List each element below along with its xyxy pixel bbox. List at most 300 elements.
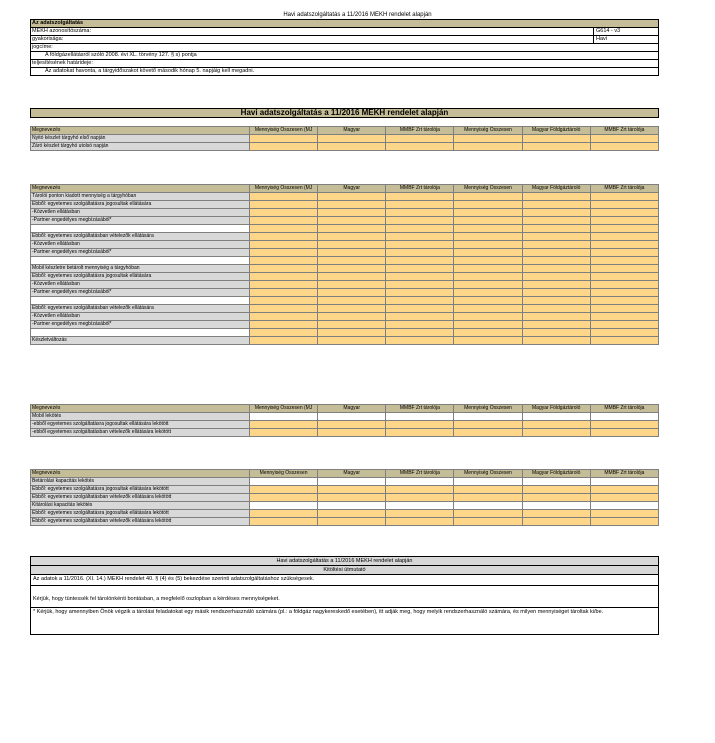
input-cell[interactable] bbox=[318, 337, 386, 345]
table-row bbox=[31, 329, 659, 337]
input-cell[interactable] bbox=[454, 413, 522, 421]
input-cell[interactable] bbox=[386, 265, 454, 273]
input-cell[interactable] bbox=[250, 421, 318, 429]
input-cell[interactable] bbox=[522, 249, 590, 257]
input-cell[interactable] bbox=[386, 225, 454, 233]
input-cell[interactable] bbox=[386, 329, 454, 337]
input-cell[interactable] bbox=[386, 249, 454, 257]
row-label bbox=[31, 257, 250, 265]
table-row bbox=[31, 265, 659, 273]
input-cell[interactable] bbox=[522, 305, 590, 313]
input-cell[interactable] bbox=[522, 143, 590, 151]
input-cell[interactable] bbox=[318, 321, 386, 329]
input-cell[interactable] bbox=[250, 249, 318, 257]
input-cell[interactable] bbox=[386, 486, 454, 494]
input-cell[interactable] bbox=[386, 321, 454, 329]
input-cell[interactable] bbox=[590, 289, 658, 297]
input-cell[interactable] bbox=[318, 241, 386, 249]
instructions-paragraph-3: * Kérjük, hogy amennyiben Önök végzik a tárolási feladatokat egy másik rendszerhasználó számára (pl.: a földgáz nagykereskedő esetében), itt adják meg, hogy melyik rendszerhasználó számára, és milyen mennyiséget tároltak ki/be. bbox=[33, 609, 604, 615]
input-cell[interactable] bbox=[590, 305, 658, 313]
input-cell[interactable] bbox=[590, 249, 658, 257]
table-row bbox=[31, 421, 659, 429]
input-cell[interactable] bbox=[454, 494, 522, 502]
input-cell[interactable] bbox=[522, 201, 590, 209]
input-cell[interactable] bbox=[318, 421, 386, 429]
input-cell[interactable] bbox=[454, 337, 522, 345]
info-header-label: Az adatszolgáltatás bbox=[32, 20, 84, 26]
column-header: Magyar Földgáztároló bbox=[522, 127, 590, 135]
input-cell[interactable] bbox=[250, 289, 318, 297]
row-label: Ebből: egyetemes szolgáltatásban vételezők ellátására bbox=[31, 233, 250, 241]
column-header: MMBF Zrt tárolója bbox=[590, 470, 658, 478]
input-cell[interactable] bbox=[386, 143, 454, 151]
table-row bbox=[31, 289, 659, 297]
instructions-subtitle: Kitöltési útmutató bbox=[31, 566, 658, 575]
info-row-label: jogcíme: bbox=[32, 44, 53, 50]
input-cell[interactable] bbox=[318, 478, 386, 486]
table-row bbox=[31, 241, 659, 249]
input-cell[interactable] bbox=[454, 421, 522, 429]
row-label: Ebből: egyetemes szolgáltatásra jogosultak ellátására lekötött bbox=[31, 510, 250, 518]
input-cell[interactable] bbox=[250, 209, 318, 217]
input-cell[interactable] bbox=[522, 297, 590, 305]
input-cell[interactable] bbox=[386, 297, 454, 305]
input-cell[interactable] bbox=[454, 502, 522, 510]
input-cell[interactable] bbox=[386, 518, 454, 526]
input-cell[interactable] bbox=[386, 217, 454, 225]
input-cell[interactable] bbox=[318, 329, 386, 337]
column-header: Mennyiség Összesen bbox=[454, 185, 522, 193]
input-cell[interactable] bbox=[454, 257, 522, 265]
column-header: MMBF Zrt tárolója bbox=[590, 185, 658, 193]
column-header-label: Megnevezés bbox=[31, 470, 250, 478]
input-cell[interactable] bbox=[318, 193, 386, 201]
table-row bbox=[31, 209, 659, 217]
table-row bbox=[31, 305, 659, 313]
column-header-label: Megnevezés bbox=[31, 185, 250, 193]
input-cell[interactable] bbox=[454, 305, 522, 313]
input-cell[interactable] bbox=[454, 510, 522, 518]
row-label: -Közvetlen ellátásban bbox=[31, 209, 250, 217]
table-row bbox=[31, 337, 659, 345]
input-cell[interactable] bbox=[386, 510, 454, 518]
input-cell[interactable] bbox=[250, 502, 318, 510]
table-header-row bbox=[31, 127, 659, 135]
input-cell[interactable] bbox=[318, 510, 386, 518]
row-label: -Partner engedélyes megbízásából* bbox=[31, 289, 250, 297]
input-cell[interactable] bbox=[454, 273, 522, 281]
input-cell[interactable] bbox=[590, 241, 658, 249]
column-header: MMBF Zrt tárolója bbox=[590, 127, 658, 135]
table-row bbox=[31, 281, 659, 289]
input-cell[interactable] bbox=[522, 289, 590, 297]
input-cell[interactable] bbox=[522, 273, 590, 281]
input-cell[interactable] bbox=[386, 494, 454, 502]
input-cell[interactable] bbox=[318, 518, 386, 526]
input-cell[interactable] bbox=[250, 510, 318, 518]
input-cell[interactable] bbox=[590, 478, 658, 486]
input-cell[interactable] bbox=[454, 281, 522, 289]
input-cell[interactable] bbox=[250, 337, 318, 345]
table-row bbox=[31, 225, 659, 233]
info-block bbox=[30, 19, 659, 76]
input-cell[interactable] bbox=[590, 281, 658, 289]
input-cell[interactable] bbox=[454, 478, 522, 486]
column-header: Magyar bbox=[318, 127, 386, 135]
info-row-value: Havi bbox=[593, 36, 658, 43]
input-cell[interactable] bbox=[522, 518, 590, 526]
info-row-value: G614 - v3 bbox=[593, 28, 658, 35]
sheet-title: Havi adatszolgáltatás a 11/2016 MEKH rendelet alapján bbox=[283, 12, 432, 18]
input-cell[interactable] bbox=[590, 494, 658, 502]
input-cell[interactable] bbox=[590, 313, 658, 321]
input-cell[interactable] bbox=[590, 329, 658, 337]
input-cell[interactable] bbox=[522, 413, 590, 421]
input-cell[interactable] bbox=[250, 429, 318, 437]
input-cell[interactable] bbox=[250, 486, 318, 494]
input-cell[interactable] bbox=[522, 321, 590, 329]
input-cell[interactable] bbox=[386, 241, 454, 249]
input-cell[interactable] bbox=[318, 289, 386, 297]
input-cell[interactable] bbox=[590, 413, 658, 421]
input-cell[interactable] bbox=[386, 305, 454, 313]
instructions-block bbox=[30, 556, 659, 635]
input-cell[interactable] bbox=[386, 502, 454, 510]
input-cell[interactable] bbox=[454, 201, 522, 209]
input-cell[interactable] bbox=[522, 478, 590, 486]
input-cell[interactable] bbox=[318, 413, 386, 421]
input-cell[interactable] bbox=[454, 249, 522, 257]
input-cell[interactable] bbox=[318, 143, 386, 151]
input-cell[interactable] bbox=[250, 413, 318, 421]
row-label: Ebből: egyetemes szolgáltatásra jogosultak ellátására bbox=[31, 201, 250, 209]
input-cell[interactable] bbox=[454, 297, 522, 305]
input-cell[interactable] bbox=[522, 281, 590, 289]
row-label: Ebből: egyetemes szolgáltatásra jogosultak ellátására lekötött bbox=[31, 486, 250, 494]
input-cell[interactable] bbox=[250, 313, 318, 321]
input-cell[interactable] bbox=[590, 337, 658, 345]
row-label bbox=[31, 329, 250, 337]
input-cell[interactable] bbox=[250, 305, 318, 313]
input-cell[interactable] bbox=[590, 297, 658, 305]
input-cell[interactable] bbox=[386, 233, 454, 241]
info-header bbox=[31, 20, 658, 28]
input-cell[interactable] bbox=[590, 201, 658, 209]
input-cell[interactable] bbox=[250, 478, 318, 486]
input-cell[interactable] bbox=[318, 305, 386, 313]
info-row bbox=[31, 68, 658, 75]
table-row bbox=[31, 135, 659, 143]
table-row bbox=[31, 502, 659, 510]
row-label: -Közvetlen ellátásban bbox=[31, 241, 250, 249]
input-cell[interactable] bbox=[454, 209, 522, 217]
input-cell[interactable] bbox=[454, 233, 522, 241]
input-cell[interactable] bbox=[522, 502, 590, 510]
input-cell[interactable] bbox=[522, 217, 590, 225]
input-cell[interactable] bbox=[522, 486, 590, 494]
input-cell[interactable] bbox=[250, 265, 318, 273]
withdrawal-injection-table bbox=[30, 184, 659, 345]
table-row bbox=[31, 217, 659, 225]
table-row bbox=[31, 478, 659, 486]
column-header: Magyar bbox=[318, 185, 386, 193]
input-cell[interactable] bbox=[250, 241, 318, 249]
input-cell[interactable] bbox=[590, 135, 658, 143]
column-header: MMBF Zrt tárolója bbox=[590, 405, 658, 413]
input-cell[interactable] bbox=[590, 225, 658, 233]
column-header: Mennyiség Összesen bbox=[454, 405, 522, 413]
input-cell[interactable] bbox=[250, 257, 318, 265]
input-cell[interactable] bbox=[590, 209, 658, 217]
input-cell[interactable] bbox=[318, 217, 386, 225]
input-cell[interactable] bbox=[250, 518, 318, 526]
table-row bbox=[31, 143, 659, 151]
input-cell[interactable] bbox=[318, 313, 386, 321]
input-cell[interactable] bbox=[590, 510, 658, 518]
input-cell[interactable] bbox=[386, 313, 454, 321]
table-row bbox=[31, 233, 659, 241]
input-cell[interactable] bbox=[250, 217, 318, 225]
input-cell[interactable] bbox=[590, 257, 658, 265]
table-row bbox=[31, 273, 659, 281]
input-cell[interactable] bbox=[454, 313, 522, 321]
input-cell[interactable] bbox=[522, 313, 590, 321]
instructions-paragraph-2: Kérjük, hogy tüntessék fel tárolónkénti bontásban, a megfelelő oszlopban a kérdéses mennyiségeket. bbox=[31, 586, 658, 608]
input-cell[interactable] bbox=[590, 518, 658, 526]
row-label bbox=[31, 225, 250, 233]
input-cell[interactable] bbox=[250, 143, 318, 151]
input-cell[interactable] bbox=[590, 273, 658, 281]
input-cell[interactable] bbox=[250, 321, 318, 329]
info-row-label: gyakorisága: bbox=[32, 36, 64, 42]
input-cell[interactable] bbox=[386, 135, 454, 143]
input-cell[interactable] bbox=[522, 510, 590, 518]
table-row bbox=[31, 510, 659, 518]
row-label: -Partner engedélyes megbízásából* bbox=[31, 249, 250, 257]
row-label: -ebből egyetemes szolgáltatásban vételezők ellátására lekötött bbox=[31, 429, 250, 437]
input-cell[interactable] bbox=[318, 249, 386, 257]
input-cell[interactable] bbox=[454, 265, 522, 273]
input-cell[interactable] bbox=[522, 135, 590, 143]
info-row-label: teljesítésének határideje: bbox=[32, 60, 93, 66]
row-label: Ebből: egyetemes szolgáltatásra jogosultak ellátására bbox=[31, 273, 250, 281]
input-cell[interactable] bbox=[318, 135, 386, 143]
info-row bbox=[31, 28, 658, 36]
capacity-booking-table bbox=[30, 469, 659, 526]
table-header-row bbox=[31, 405, 659, 413]
column-header: Magyar Földgáztároló bbox=[522, 470, 590, 478]
input-cell[interactable] bbox=[522, 209, 590, 217]
input-cell[interactable] bbox=[250, 201, 318, 209]
table-row bbox=[31, 257, 659, 265]
input-cell[interactable] bbox=[522, 421, 590, 429]
column-header: Magyar Földgáztároló bbox=[522, 185, 590, 193]
column-header-label: Megnevezés bbox=[31, 405, 250, 413]
row-label: -Partner engedélyes megbízásából* bbox=[31, 321, 250, 329]
table-header-row bbox=[31, 470, 659, 478]
column-header: Mennyiség Összesen (MJ bbox=[250, 185, 318, 193]
input-cell[interactable] bbox=[386, 429, 454, 437]
table-row bbox=[31, 494, 659, 502]
row-label: Záró készlet tárgyhó utolsó napján bbox=[31, 143, 250, 151]
input-cell[interactable] bbox=[250, 297, 318, 305]
input-cell[interactable] bbox=[590, 143, 658, 151]
input-cell[interactable] bbox=[386, 281, 454, 289]
input-cell[interactable] bbox=[522, 429, 590, 437]
column-header-label: Megnevezés bbox=[31, 127, 250, 135]
input-cell[interactable] bbox=[590, 429, 658, 437]
info-row bbox=[31, 36, 658, 44]
input-cell[interactable] bbox=[590, 486, 658, 494]
input-cell[interactable] bbox=[318, 209, 386, 217]
input-cell[interactable] bbox=[590, 193, 658, 201]
table-row bbox=[31, 249, 659, 257]
input-cell[interactable] bbox=[590, 265, 658, 273]
table-row bbox=[31, 413, 659, 421]
info-row bbox=[31, 44, 658, 52]
row-label bbox=[31, 297, 250, 305]
input-cell[interactable] bbox=[318, 257, 386, 265]
column-header: Magyar bbox=[318, 405, 386, 413]
input-cell[interactable] bbox=[522, 225, 590, 233]
input-cell[interactable] bbox=[454, 193, 522, 201]
row-label: Ebből: egyetemes szolgáltatásban vételezők ellátására lekötött bbox=[31, 494, 250, 502]
input-cell[interactable] bbox=[386, 201, 454, 209]
input-cell[interactable] bbox=[454, 217, 522, 225]
input-cell[interactable] bbox=[522, 265, 590, 273]
column-header: MMBF Zrt tárolója bbox=[386, 185, 454, 193]
row-label: -Partner engedélyes megbízásából* bbox=[31, 217, 250, 225]
row-label: Készletváltozás bbox=[31, 337, 250, 345]
input-cell[interactable] bbox=[590, 321, 658, 329]
input-cell[interactable] bbox=[318, 429, 386, 437]
input-cell[interactable] bbox=[386, 337, 454, 345]
input-cell[interactable] bbox=[250, 494, 318, 502]
info-row bbox=[31, 52, 658, 60]
info-row-label: Az adatokat havonta, a tárgyidőszakot követő második hónap 5. napjáig kell megadni. bbox=[45, 68, 255, 74]
mobile-booking-table bbox=[30, 404, 659, 437]
input-cell[interactable] bbox=[250, 233, 318, 241]
input-cell[interactable] bbox=[386, 289, 454, 297]
instructions-paragraph-1: Az adatok a 11/2016. (XI. 14.) MEKH rendelet 40. § (4) és (5) bekezdése szerinti adatszolgáltatáshoz szükségesek. bbox=[31, 575, 658, 586]
info-row bbox=[31, 60, 658, 68]
row-label: Mobil lekötés bbox=[31, 413, 250, 421]
input-cell[interactable] bbox=[522, 233, 590, 241]
column-header: MMBF Zrt tárolója bbox=[386, 470, 454, 478]
column-header: MMBF Zrt tárolója bbox=[386, 127, 454, 135]
input-cell[interactable] bbox=[590, 233, 658, 241]
opening-closing-stock-table bbox=[30, 126, 659, 151]
row-label: Ebből: egyetemes szolgáltatásban vételezők ellátására lekötött bbox=[31, 518, 250, 526]
input-cell[interactable] bbox=[250, 135, 318, 143]
input-cell[interactable] bbox=[318, 233, 386, 241]
input-cell[interactable] bbox=[250, 329, 318, 337]
table-row bbox=[31, 486, 659, 494]
column-header: Mennyiség Összesen bbox=[250, 470, 318, 478]
row-label: Mobil készletre betárolt mennyiség a tárgyhóban bbox=[31, 265, 250, 273]
input-cell[interactable] bbox=[386, 257, 454, 265]
input-cell[interactable] bbox=[454, 135, 522, 143]
input-cell[interactable] bbox=[454, 486, 522, 494]
input-cell[interactable] bbox=[386, 193, 454, 201]
input-cell[interactable] bbox=[250, 273, 318, 281]
input-cell[interactable] bbox=[454, 429, 522, 437]
table-row bbox=[31, 297, 659, 305]
input-cell[interactable] bbox=[250, 225, 318, 233]
table-row bbox=[31, 201, 659, 209]
info-row-label: A földgázellátásról szóló 2008. évi XL. törvény 127. § s) pontja bbox=[45, 52, 197, 58]
input-cell[interactable] bbox=[318, 281, 386, 289]
row-label: Nyitó készlet tárgyhó első napján bbox=[31, 135, 250, 143]
column-header: Mennyiség Összesen bbox=[454, 127, 522, 135]
table-row bbox=[31, 193, 659, 201]
input-cell[interactable] bbox=[318, 201, 386, 209]
input-cell[interactable] bbox=[318, 297, 386, 305]
column-header: MMBF Zrt tárolója bbox=[386, 405, 454, 413]
column-header: Magyar Földgáztároló bbox=[522, 405, 590, 413]
input-cell[interactable] bbox=[386, 209, 454, 217]
input-cell[interactable] bbox=[386, 273, 454, 281]
input-cell[interactable] bbox=[318, 273, 386, 281]
input-cell[interactable] bbox=[318, 486, 386, 494]
table-row bbox=[31, 313, 659, 321]
row-label: -ebből egyetemes szolgáltatásra jogosultak ellátására lekötött bbox=[31, 421, 250, 429]
column-header: Mennyiség Összesen bbox=[454, 470, 522, 478]
input-cell[interactable] bbox=[590, 421, 658, 429]
input-cell[interactable] bbox=[522, 337, 590, 345]
input-cell[interactable] bbox=[454, 225, 522, 233]
input-cell[interactable] bbox=[590, 217, 658, 225]
row-label: -Közvetlen ellátásban bbox=[31, 313, 250, 321]
input-cell[interactable] bbox=[522, 329, 590, 337]
input-cell[interactable] bbox=[250, 193, 318, 201]
input-cell[interactable] bbox=[454, 329, 522, 337]
input-cell[interactable] bbox=[250, 281, 318, 289]
input-cell[interactable] bbox=[454, 518, 522, 526]
input-cell[interactable] bbox=[454, 143, 522, 151]
column-header: Magyar bbox=[318, 470, 386, 478]
input-cell[interactable] bbox=[522, 494, 590, 502]
table-header-row bbox=[31, 185, 659, 193]
column-header: Mennyiség Összesen (MJ bbox=[250, 405, 318, 413]
row-label: -Közvetlen ellátásban bbox=[31, 281, 250, 289]
input-cell[interactable] bbox=[318, 494, 386, 502]
main-title: Havi adatszolgáltatás a 11/2016 MEKH rendelet alapján bbox=[30, 108, 659, 118]
input-cell[interactable] bbox=[386, 413, 454, 421]
input-cell[interactable] bbox=[454, 241, 522, 249]
instructions-title: Havi adatszolgáltatás a 11/2016 MEKH rendelet alapján bbox=[31, 557, 658, 566]
input-cell[interactable] bbox=[454, 289, 522, 297]
info-row-label: MEKH azonosítószáma: bbox=[32, 28, 91, 34]
input-cell[interactable] bbox=[318, 265, 386, 273]
input-cell[interactable] bbox=[386, 478, 454, 486]
input-cell[interactable] bbox=[522, 193, 590, 201]
row-label: Kitárolási kapacitás lekötés bbox=[31, 502, 250, 510]
input-cell[interactable] bbox=[386, 421, 454, 429]
table-row bbox=[31, 429, 659, 437]
row-label: Betárolási kapacitás lekötés bbox=[31, 478, 250, 486]
input-cell[interactable] bbox=[522, 241, 590, 249]
input-cell[interactable] bbox=[522, 257, 590, 265]
input-cell[interactable] bbox=[318, 502, 386, 510]
table-row bbox=[31, 321, 659, 329]
row-label: Ebből: egyetemes szolgáltatásban vételezők ellátására bbox=[31, 305, 250, 313]
input-cell[interactable] bbox=[454, 321, 522, 329]
input-cell[interactable] bbox=[318, 225, 386, 233]
column-header: Mennyiség Összesen (MJ bbox=[250, 127, 318, 135]
row-label: Tárolói ponton kiadott mennyiség a tárgyhóban bbox=[31, 193, 250, 201]
input-cell[interactable] bbox=[590, 502, 658, 510]
